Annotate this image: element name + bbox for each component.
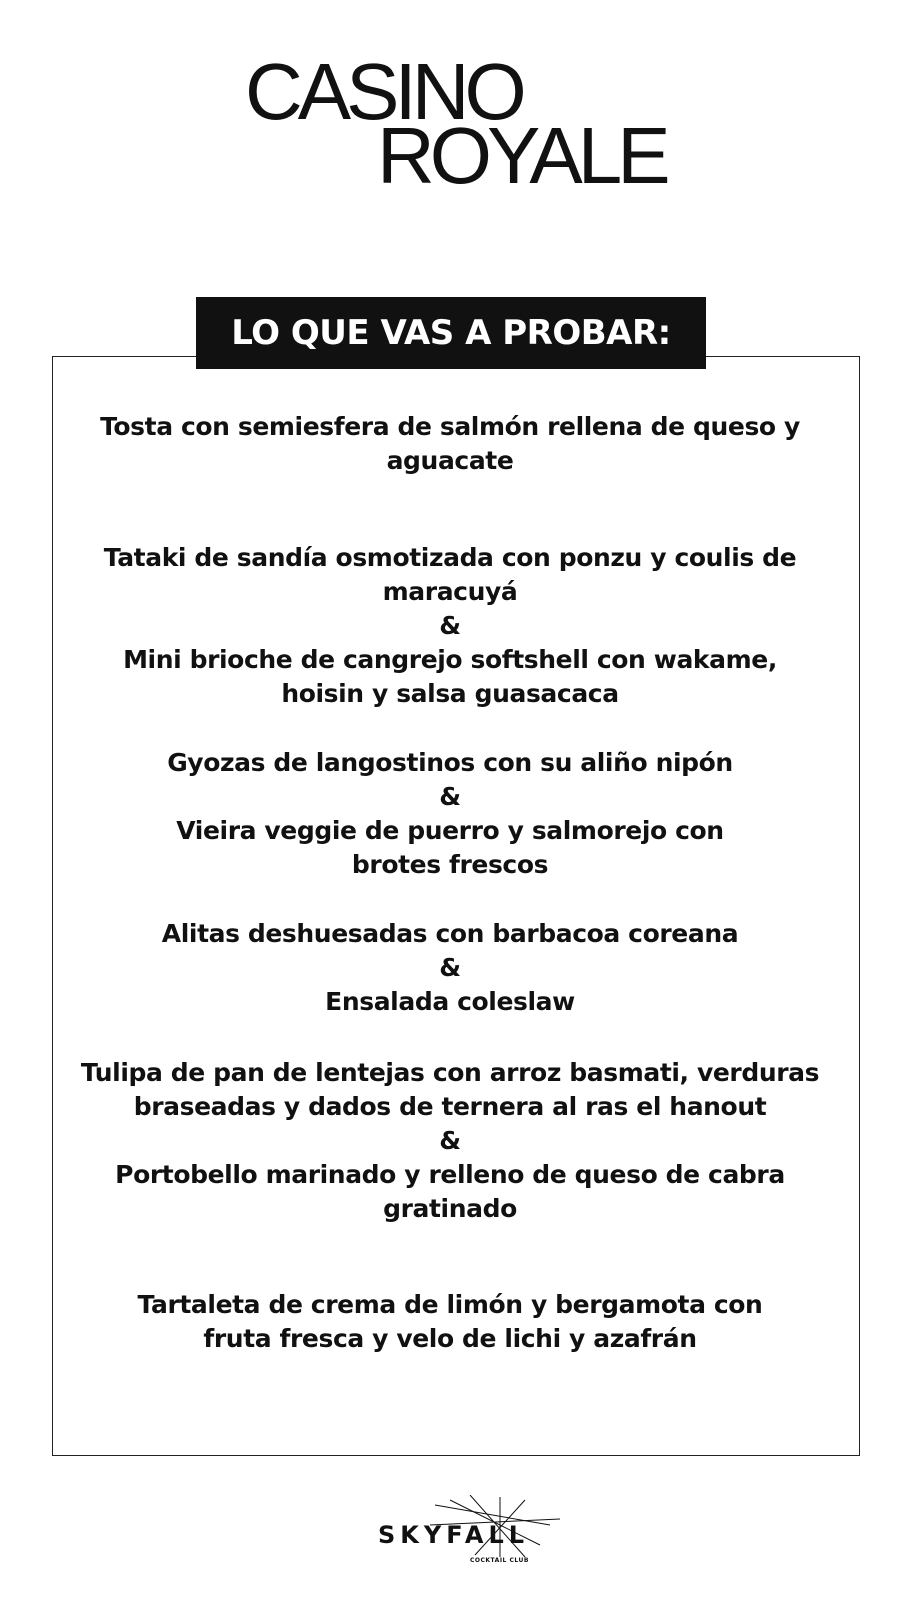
course-4-line: Alitas deshuesadas con barbacoa coreana xyxy=(161,919,739,948)
footer-brand: SKYFALL xyxy=(378,1521,530,1549)
course-2 xyxy=(60,541,840,711)
course-5 xyxy=(60,1056,840,1226)
course-3 xyxy=(60,746,840,882)
footer-tagline: COCKTAIL CLUB xyxy=(470,1557,529,1564)
course-1-line: Tosta con semiesfera de salmón rellena de queso y xyxy=(100,412,800,441)
course-2-line: hoisin y salsa guasacaca xyxy=(281,679,619,708)
course-2-line: Tataki de sandía osmotizada con ponzu y coulis de xyxy=(103,543,797,572)
course-5-line: Portobello marinado y relleno de queso de cabra xyxy=(115,1160,785,1189)
course-6-line: Tartaleta de crema de limón y bergamota con xyxy=(137,1290,763,1319)
ampersand: & xyxy=(439,611,461,640)
course-2-line: Mini brioche de cangrejo softshell con wakame, xyxy=(123,645,777,674)
course-6 xyxy=(60,1288,840,1356)
logo-line-1: CASINO xyxy=(245,47,522,136)
course-3-line: brotes frescos xyxy=(351,850,549,879)
course-5-line: Tulipa de pan de lentejas con arroz basmati, verduras xyxy=(80,1058,820,1087)
logo-line-2: ROYALE xyxy=(377,111,666,200)
course-3-line: Gyozas de langostinos con su aliño nipón xyxy=(167,748,733,777)
ampersand: & xyxy=(439,953,461,982)
course-3-line: Vieira veggie de puerro y salmorejo con xyxy=(176,816,724,845)
skyfall-logo xyxy=(370,1495,560,1565)
menu-heading: LO QUE VAS A PROBAR: xyxy=(196,297,706,369)
course-1 xyxy=(60,410,840,478)
course-1-line: aguacate xyxy=(386,446,514,475)
course-5-line: gratinado xyxy=(383,1194,517,1223)
casino-royale-logo xyxy=(245,47,666,202)
course-6-line: fruta fresca y velo de lichi y azafrán xyxy=(203,1324,697,1353)
course-4 xyxy=(60,917,840,1019)
course-4-line: Ensalada coleslaw xyxy=(325,987,575,1016)
ampersand: & xyxy=(439,782,461,811)
course-2-line: maracuyá xyxy=(382,577,518,606)
ampersand: & xyxy=(439,1126,461,1155)
course-5-line: braseadas y dados de ternera al ras el hanout xyxy=(133,1092,767,1121)
